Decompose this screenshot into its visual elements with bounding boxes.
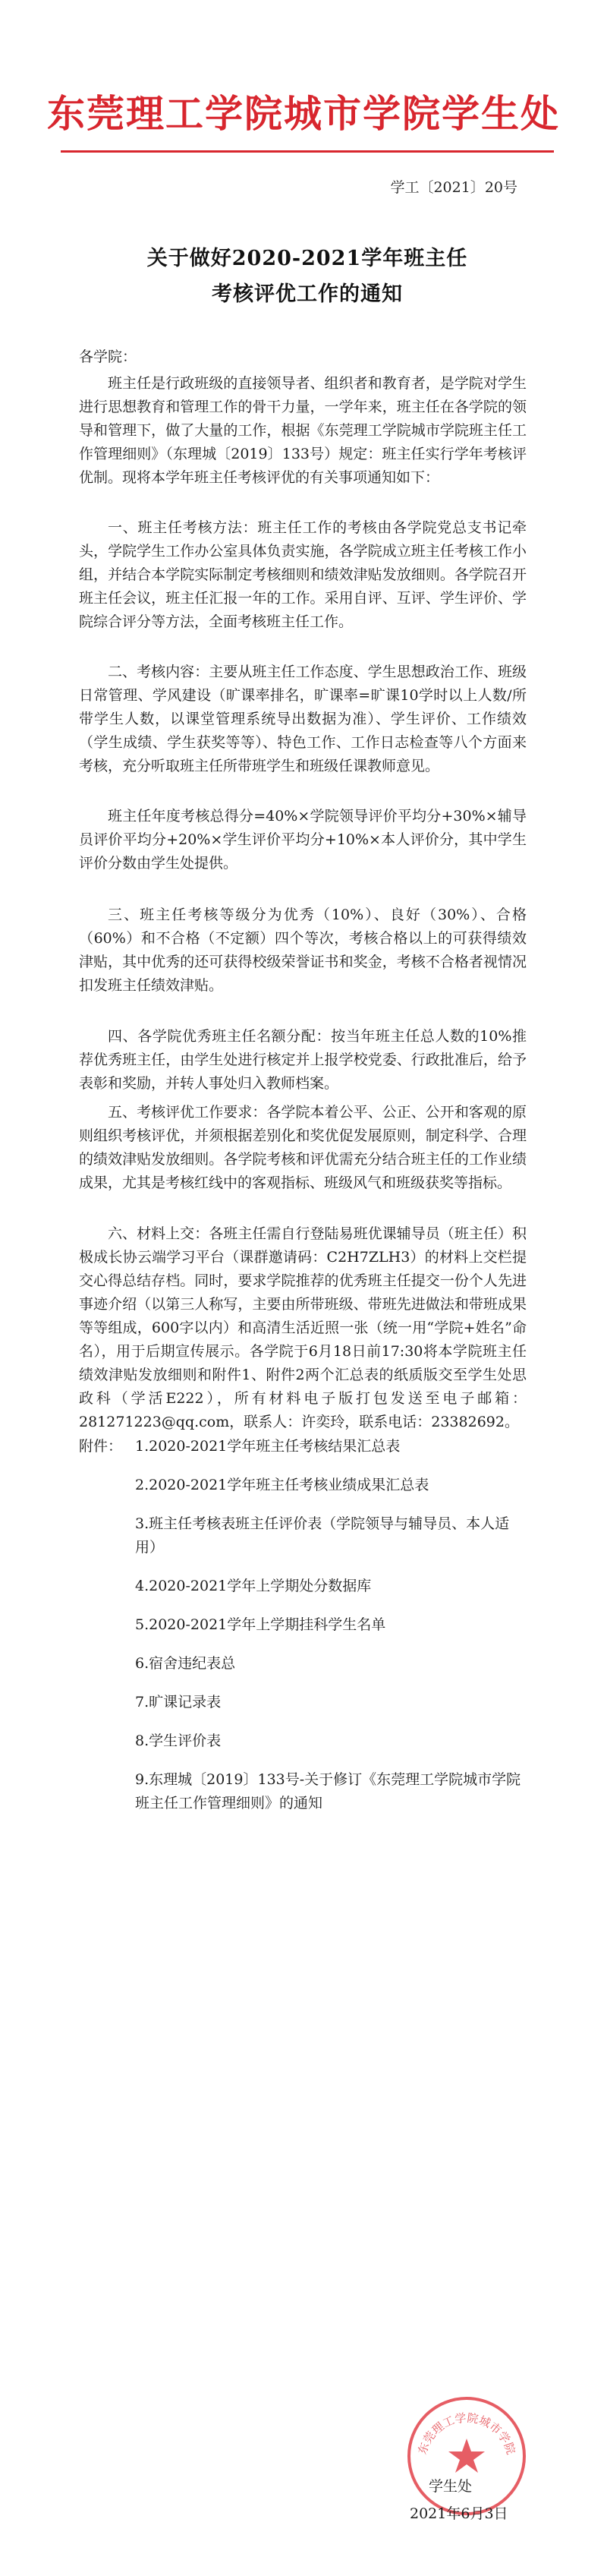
notice-title-line1: 关于做好2020-2021学年班主任 (146, 247, 468, 270)
signature-date: 2021年6月3日 (410, 2505, 508, 2522)
attachment-item: 8.学生评价表 (135, 1733, 222, 1749)
document-number: 学工〔2021〕20号 (390, 179, 517, 196)
attachment-item: 3.班主任考核表班主任评价表（学院领导与辅导员、本人适用） (135, 1515, 510, 1556)
attachments-list (135, 1435, 530, 1830)
intro-paragraph: 班主任是行政班级的直接领导者、组织者和教育者，是学院对学生进行思想教育和管理工作的骨干力量，一学年来，班主任在各学院的领导和管理下，做了大量的工作，根据《东莞理工学院城市学院班主任工作管理细则》（东理城〔2019〕133号）规定：班主任实行学年考核评优制。现将本学年班主任考核评优的有关事项通知如下： (79, 375, 527, 486)
salutation: 各学院： (79, 348, 137, 365)
attachment-item: 7.旷课记录表 (135, 1694, 222, 1711)
section-1-paragraph: 一、班主任考核方法：班主任工作的考核由各学院党总支书记牵头，学院学生工作办公室具体负责实施，各学院成立班主任考核工作小组，并结合本学院实际制定考核细则和绩效津贴发放细则。各学院召开班主任会议，班主任汇报一年的工作。采用自评、互评、学生评价、学院综合评分等方法，全面考核班主任工作。 (79, 519, 527, 630)
letterhead-divider (61, 150, 554, 153)
notice-title-line2: 考核评优工作的通知 (212, 282, 403, 306)
official-seal-stamp (402, 2392, 531, 2521)
svg-text:东莞理工学院城市学院: 东莞理工学院城市学院 (415, 2410, 518, 2457)
attachment-item: 4.2020-2021学年上学期处分数据库 (135, 1578, 372, 1594)
section-4-paragraph: 四、各学院优秀班主任名额分配：按当年班主任总人数的10%推荐优秀班主任，由学生处进行核定并上报学校党委、行政批准后，给予表彰和奖励，并转人事处归入教师档案。 (79, 1028, 527, 1092)
section-5-paragraph: 五、考核评优工作要求：各学院本着公平、公正、公开和客观的原则组织考核评优，并须根据差别化和奖优促发展原则，制定科学、合理的绩效津贴发放细则。各学院考核和评优需充分结合班主任的工作业绩成果，尤其是考核红线中的客观指标、班级风气和班级获奖等指标。 (79, 1104, 527, 1191)
attachment-item: 1.2020-2021学年班主任考核结果汇总表 (135, 1438, 401, 1455)
attachment-item: 2.2020-2021学年班主任考核业绩成果汇总表 (135, 1477, 429, 1493)
attachments-label: 附件： (79, 1438, 123, 1455)
section-6-paragraph: 六、材料上交：各班主任需自行登陆易班优课辅导员（班主任）积极成长协云端学习平台（课群邀请码：C2H7ZLH3）的材料上交栏提交心得总结存档。同时，要求学院推荐的优秀班主任提交一份个人先进事迹介绍（以第三人称写，主要由所带班级、带班先进做法和带班成果等等组成，600字以内）和高清生活近照一张（统一用“学院+姓名”命名），用于后期宣传展示。各学院于6月18日前17:30将本学院班主任绩效津贴发放细则和附件1、附件2两个汇总表的纸质版交至学生处思政科（学活E222），所有材料电子版打包发送至电子邮箱：281271223@qq.com，联系人：许奕玲，联系电话：23382692。 (79, 1225, 527, 1430)
letterhead-title: 东莞理工学院城市学院学生处 (47, 92, 560, 136)
score-formula-paragraph: 班主任年度考核总得分=40%×学院领导评价平均分+30%×辅导员评价平均分+20%×学生评价平均分+10%×本人评价分，其中学生评价分数由学生处提供。 (79, 808, 527, 872)
attachment-item: 9.东理城〔2019〕133号-关于修订《东莞理工学院城市学院班主任工作管理细则》的通知 (135, 1771, 521, 1811)
signature-org: 学生处 (429, 2478, 473, 2495)
attachment-item: 5.2020-2021学年上学期挂科学生名单 (135, 1616, 386, 1633)
section-3-paragraph: 三、班主任考核等级分为优秀（10%）、良好（30%）、合格（60%）和不合格（不定额）四个等次，考核合格以上的可获得绩效津贴，其中优秀的还可获得校级荣誉证书和奖金，考核不合格者视情况扣发班主任绩效津贴。 (79, 906, 527, 994)
attachment-item: 6.宿舍违纪表总 (135, 1655, 236, 1672)
section-2-paragraph: 二、考核内容：主要从班主任工作态度、学生思想政治工作、班级日常管理、学风建设（旷课率排名，旷课率=旷课10学时以上人数/所带学生人数，以课堂管理系统导出数据为准）、学生评价、工作绩效（学生成绩、学生获奖等等）、特色工作、工作日志检查等八个方面来考核，充分听取班主任所带班学生和班级任课教师意见。 (79, 664, 527, 774)
